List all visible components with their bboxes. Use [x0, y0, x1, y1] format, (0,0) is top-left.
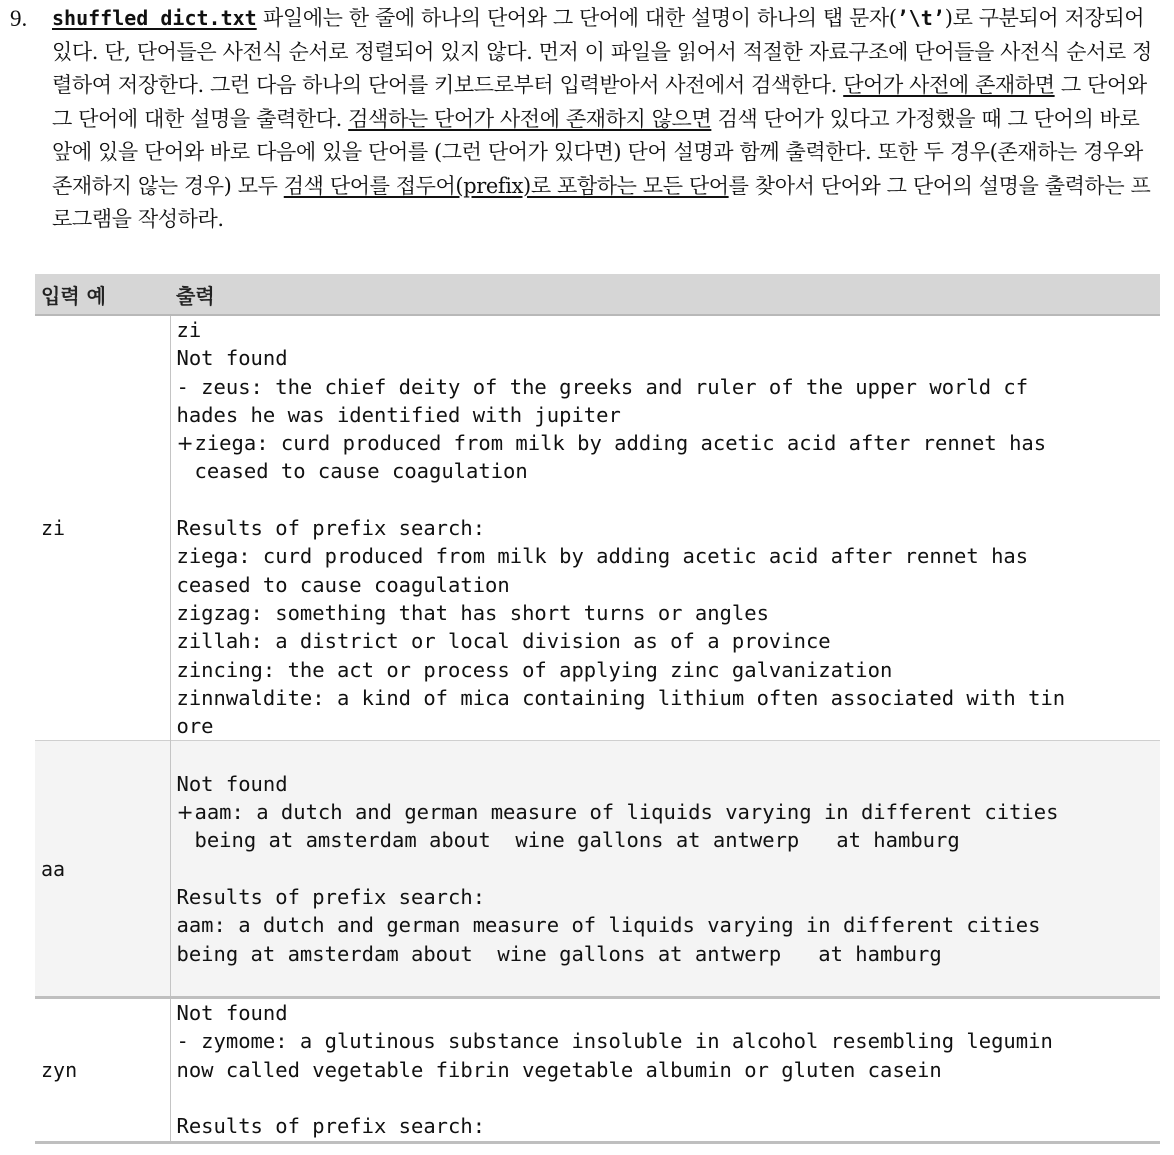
output-line-text: aam: a dutch and german measure of liquids varying in different cities — [194, 800, 1059, 825]
output-line-text: zigzag: something that has short turns or angles — [176, 600, 769, 625]
output-line — [177, 684, 1161, 712]
output-line — [177, 542, 1161, 570]
output-line — [177, 940, 1161, 968]
output-line — [177, 855, 1161, 883]
output-line-text: Not found — [176, 346, 288, 371]
output-line-text: Not found — [176, 1001, 288, 1026]
text-segment: 검색 단어가 있다고 가정했을 때 그 단어의 바로 앞에 있을 단어와 바로 다음에 있을 단어를 (그런 단어가 있다면) 단어 설명과 함께 출력한다. 또한 두 경우(존재하는 경우와 존재하지 않는 경우) 모두 — [52, 106, 1143, 198]
output-line — [177, 826, 1161, 854]
text-segment: )로 구분되어 저장되어 있다. 단, 단어들은 사전식 순서로 정렬되어 있지 않다. 먼저 이 파일을 읽어서 적절한 자료구조에 단어들을 사전식 순서로 정렬하여 저장한다. 그런 다음 하나의 단어를 키보드로부터 입력받아서 사전에서 검색한다. — [52, 6, 1152, 97]
table-body — [35, 315, 1160, 1142]
table-row — [35, 315, 1160, 741]
output-line — [177, 514, 1161, 542]
output-line-text: zi — [176, 318, 202, 342]
output-line — [177, 373, 1161, 401]
output-line — [177, 429, 1161, 457]
output-line — [177, 401, 1161, 429]
output-line-text: being at amsterdam about wine gallons at antwerp at hamburg — [176, 941, 942, 966]
text-segment: ’\t’ — [896, 6, 945, 30]
output-line-text: zincing: the act or process of applying zinc galvanization — [176, 657, 893, 682]
output-line — [177, 1027, 1161, 1055]
problem-statement — [10, 2, 1160, 237]
output-line-text: ceased to cause coagulation — [194, 459, 528, 484]
problem-number: 9. — [10, 6, 28, 31]
output-line-text: ceased to cause coagulation — [176, 572, 510, 597]
output-line-text: being at amsterdam about wine gallons at antwerp at hamburg — [194, 828, 960, 853]
output-line — [177, 316, 1161, 344]
output-line-text: Not found — [176, 771, 288, 796]
output-line — [177, 486, 1161, 514]
output-line — [177, 627, 1161, 655]
header-input: 입력 예 — [35, 274, 170, 315]
output-line — [177, 770, 1161, 798]
output-line — [177, 741, 1161, 769]
output-cell — [170, 315, 1160, 741]
output-line — [177, 999, 1161, 1027]
table-row — [35, 998, 1160, 1142]
output-line — [177, 344, 1161, 372]
output-line-text: ore — [176, 714, 214, 739]
output-line-text: - zeus: the chief deity of the greeks and ruler of the upper world cf — [176, 374, 1029, 399]
table-header-row — [35, 274, 1160, 315]
plus-marker: + — [176, 800, 194, 825]
output-line — [177, 1056, 1161, 1084]
output-line — [177, 883, 1161, 911]
filename: shuffled_dict.txt — [52, 6, 257, 30]
text-segment: 를 찾아서 단어와 그 단어의 설명을 출력하는 프로그램을 작성하라. — [52, 173, 1151, 231]
output-line-text: aam: a dutch and german measure of liquids varying in different cities — [176, 913, 1041, 938]
output-line — [177, 1112, 1161, 1140]
output-line-text: zillah: a district or local division as of a province — [176, 629, 831, 654]
output-line-text: Results of prefix search: — [176, 516, 486, 541]
problem-text — [52, 2, 1160, 237]
output-line-text: zinnwaldite: a kind of mica containing lithium often associated with tin — [176, 685, 1066, 710]
output-line-text: now called vegetable fibrin vegetable albumin or gluten casein — [176, 1057, 942, 1082]
output-line — [177, 1084, 1161, 1112]
output-line — [177, 911, 1161, 939]
output-line — [177, 457, 1161, 485]
io-example-table — [35, 274, 1160, 1144]
output-line — [177, 712, 1161, 740]
output-line — [177, 599, 1161, 627]
output-line-text: Results of prefix search: — [176, 1114, 486, 1139]
output-line — [177, 968, 1161, 996]
output-line-text: hades he was identified with jupiter — [176, 402, 621, 427]
underlined-phrase: 검색 단어를 접두어(prefix)로 포함하는 모든 단어 — [283, 173, 729, 198]
underlined-phrase: 검색하는 단어가 사전에 존재하지 않으면 — [348, 106, 712, 131]
table-row — [35, 741, 1160, 998]
input-cell: zi — [35, 315, 170, 741]
output-line-text: - zymome: a glutinous substance insoluble in alcohol resembling legumin — [176, 1029, 1053, 1054]
input-cell: zyn — [35, 998, 170, 1142]
input-cell: aa — [35, 741, 170, 998]
output-line — [177, 571, 1161, 599]
text-segment: 파일에는 한 줄에 하나의 단어와 그 단어에 대한 설명이 하나의 탭 문자( — [262, 6, 897, 30]
output-line-text: Results of prefix search: — [176, 884, 486, 909]
output-cell — [170, 741, 1160, 998]
plus-marker: + — [176, 431, 194, 456]
output-line-text: ziega: curd produced from milk by adding acetic acid after rennet has — [194, 431, 1047, 456]
header-output: 출력 — [170, 274, 1160, 315]
output-line — [177, 798, 1161, 826]
output-line — [177, 656, 1161, 684]
output-cell — [170, 998, 1160, 1142]
underlined-phrase: 단어가 사전에 존재하면 — [843, 73, 1055, 97]
output-line-text: ziega: curd produced from milk by adding acetic acid after rennet has — [176, 544, 1029, 569]
text-segment: 그 단어와 그 단어에 대한 설명을 출력한다. — [52, 73, 1147, 131]
